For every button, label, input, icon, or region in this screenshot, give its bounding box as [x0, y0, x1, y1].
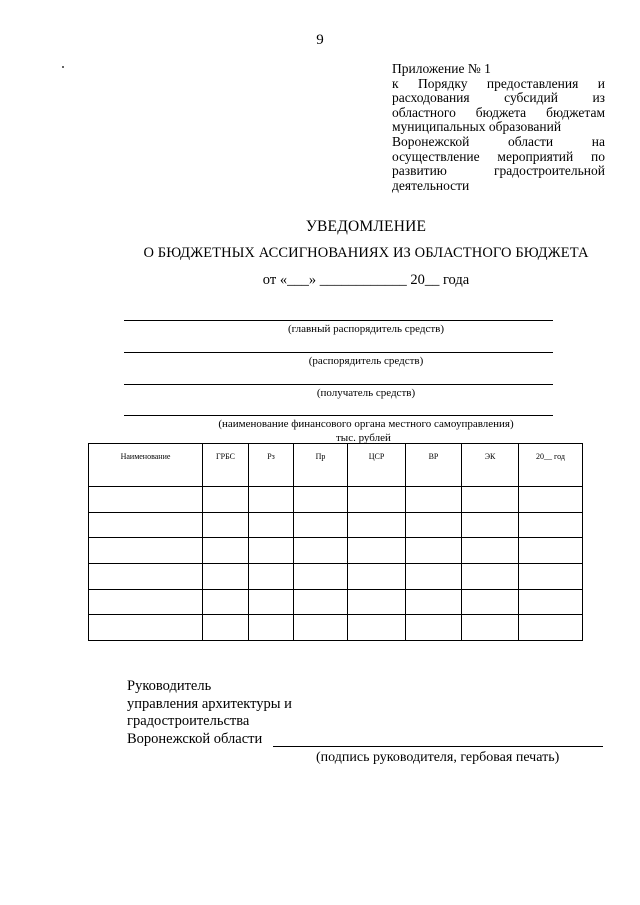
signature-line	[273, 746, 603, 747]
appendix-line: Приложение № 1	[392, 61, 491, 76]
appendix-line: к Порядку предоставления и	[392, 75, 605, 91]
table-row	[89, 512, 583, 538]
manager-line	[124, 352, 553, 353]
main-manager-caption: (главный распорядитель средств)	[288, 323, 444, 335]
header-grbs: ГРБС	[203, 444, 249, 487]
table-body	[89, 487, 583, 641]
appendix-line: областного бюджета бюджетам	[392, 104, 605, 120]
appendix-line: деятельности	[392, 177, 470, 193]
table-row	[89, 589, 583, 615]
units-label: тыс. рублей	[336, 432, 391, 444]
signature-line-text: управления архитектуры и	[127, 695, 292, 712]
recipient-line	[124, 384, 553, 385]
appendix-line: муниципальных образований	[392, 119, 562, 135]
appendix-block	[392, 62, 605, 193]
appropriations-table	[88, 443, 583, 641]
main-manager-line	[124, 320, 553, 321]
manager-caption: (распорядитель средств)	[308, 355, 424, 367]
header-pr: Пр	[294, 444, 348, 487]
signature-caption: (подпись руководителя, гербовая печать)	[316, 750, 560, 765]
date-line: от «___» ____________ 20__ года	[262, 272, 470, 288]
table-row	[89, 538, 583, 564]
signature-block	[127, 678, 292, 748]
signature-line-text: Руководитель	[127, 678, 212, 694]
scan-speck	[62, 66, 64, 68]
finance-body-line	[124, 415, 553, 416]
header-tssr: ЦСР	[348, 444, 406, 487]
appendix-line: Воронежской области на	[392, 133, 605, 149]
appendix-line: развитию градостроительной	[392, 163, 605, 179]
table-row	[89, 487, 583, 513]
recipient-caption: (получатель средств)	[316, 387, 416, 399]
document-title: УВЕДОМЛЕНИЕ	[305, 218, 427, 235]
signature-line-text: Воронежской области	[127, 730, 263, 747]
finance-body-caption: (наименование финансового органа местного самоуправления)	[218, 418, 514, 430]
header-rz: Рз	[249, 444, 294, 487]
header-ek: ЭК	[462, 444, 519, 487]
table-row	[89, 615, 583, 641]
table-row	[89, 563, 583, 589]
header-vr: ВР	[406, 444, 462, 487]
header-year: 20__ год	[519, 444, 583, 487]
page-number: 9	[316, 32, 324, 48]
appendix-line: осуществление мероприятий по	[392, 148, 605, 164]
signature-line-text: градостроительства	[127, 713, 250, 729]
document-subtitle: О БЮДЖЕТНЫХ АССИГНОВАНИЯХ ИЗ ОБЛАСТНОГО БЮДЖЕТА	[143, 245, 589, 261]
header-name: Наименование	[89, 444, 203, 487]
appendix-line: расходования субсидий из	[392, 90, 605, 106]
